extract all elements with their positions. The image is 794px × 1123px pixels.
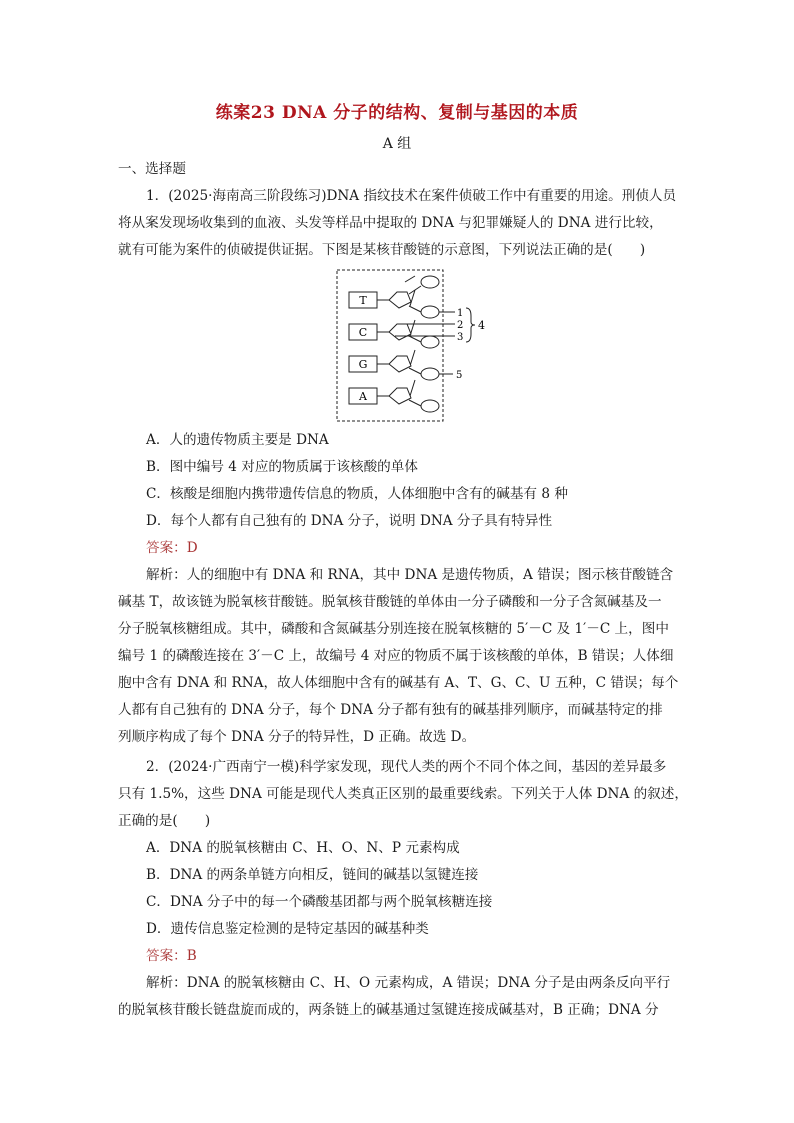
q1-analysis-line-3: 分子脱氧核糖组成。其中，磷酸和含氮碱基分别连接在脱氧核糖的 5′－C 及 1′－C 上，图中 [118,621,669,637]
q1-stem-line-2: 将从案发现场收集到的血液、头发等样品中提取的 DNA 与犯罪嫌疑人的 DNA 进行比较， [118,215,663,231]
q1-analysis-line-4: 编号 1 的磷酸连接在 3′－C 上，故编号 4 对应的物质不属于该核酸的单体，B 错误；人体细 [118,648,674,664]
q1-option-c: C．核酸是细胞内携带遗传信息的物质，人体细胞中含有的碱基有 8 种 [146,486,568,502]
q2-option-c: C．DNA 分子中的每一个磷酸基团都与两个脱氧核糖连接 [146,894,493,910]
q1-analysis-line-2: 碱基 T，故该链为脱氧核苷酸链。脱氧核苷酸链的单体由一分子磷酸和一分子含氮碱基及一 [118,594,662,610]
q1-option-a: A．人的遗传物质主要是 DNA [146,432,329,448]
q2-answer: 答案：B [146,948,197,964]
q2-stem-line-1: 2．(2024·广西南宁一模)科学家发现，现代人类的两个不同个体之间，基因的差异最多 [146,759,667,775]
q1-option-d: D．每个人都有自己独有的 DNA 分子，说明 DNA 分子具有特异性 [146,513,553,529]
q2-stem-line-3: 正确的是( ) [118,813,211,829]
q2-option-d: D．遗传信息鉴定检测的是特定基因的碱基种类 [146,921,429,937]
page-title: 练案23 DNA 分子的结构、复制与基因的本质 [215,103,579,123]
q1-stem-line-3: 就有可能为案件的侦破提供证据。下图是某核苷酸链的示意图，下列说法正确的是( ) [118,242,646,258]
svg-text:T: T [359,294,367,307]
group-label: A 组 [382,136,412,152]
q2-analysis-line-2: 的脱氧核苷酸长链盘旋而成的，两条链上的碱基通过氢键连接成碱基对，B 正确；DNA 分 [118,1002,659,1018]
label-5: 5 [456,370,463,381]
q1-stem-line-1: 1．(2025·海南高三阶段练习)DNA 指纹技术在案件侦破工作中有重要的用途。刑侦人员 [146,188,677,204]
q1-analysis-line-1: 解析：人的细胞中有 DNA 和 RNA，其中 DNA 是遗传物质，A 错误；图示核苷酸链含 [146,567,674,583]
q1-answer: 答案：D [146,540,198,556]
svg-text:C: C [358,326,368,339]
q1-analysis-line-5: 胞中含有 DNA 和 RNA，故人体细胞中含有的碱基有 A、T、G、C、U 五种，C 错误；每个 [118,675,679,691]
svg-text:G: G [358,358,368,371]
q2-stem-line-2: 只有 1.5%，这些 DNA 可能是现代人类真正区别的最重要线索。下列关于人体 DNA 的叙述， [118,786,688,802]
nucleotide-row-T [349,276,439,318]
nucleotide-chain-diagram [335,268,515,423]
label-2: 2 [457,320,464,331]
label-3: 3 [457,332,464,343]
q2-option-b: B．DNA 的两条单链方向相反，链间的碱基以氢键连接 [146,867,479,883]
q2-analysis-line-1: 解析：DNA 的脱氧核糖由 C、H、O 元素构成，A 错误；DNA 分子是由两条反向平行 [146,975,671,991]
nucleotide-row-G [349,356,439,380]
q2-option-a: A．DNA 的脱氧核糖由 C、H、O、N、P 元素构成 [146,840,460,856]
svg-text:A: A [359,390,367,403]
q1-option-b: B．图中编号 4 对应的物质属于该核酸的单体 [146,459,418,475]
label-1: 1 [457,308,464,319]
q1-analysis-line-7: 列顺序构成了每个 DNA 分子的特异性，D 正确。故选 D。 [118,729,476,745]
q1-analysis-line-6: 人都有自己独有的 DNA 分子，每个 DNA 分子都有独有的碱基排列顺序，而碱基特定的排 [118,702,663,718]
nucleotide-row-A [349,388,439,412]
section-heading: 一、选择题 [118,161,186,177]
label-4: 4 [478,319,485,332]
